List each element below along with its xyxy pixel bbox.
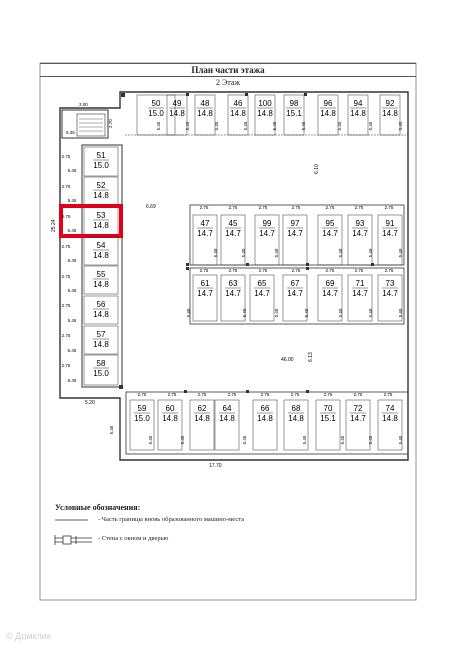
parking-spot-65[interactable]	[250, 275, 274, 321]
spot-number: 100	[258, 99, 272, 108]
parking-spot-62[interactable]	[190, 400, 214, 450]
dim-corridor-middle: 6.13	[308, 352, 314, 362]
dimension-label: 5.45	[67, 198, 77, 203]
dimension-label: 5.45	[243, 121, 248, 131]
parking-spot-92[interactable]	[380, 95, 400, 135]
dimension-label: 2.75	[199, 205, 209, 210]
parking-spot-64[interactable]	[215, 400, 239, 450]
spot-number: 51	[96, 151, 106, 160]
dimension-label: 2.75	[137, 392, 147, 397]
spot-area: 14.8	[194, 414, 210, 423]
dimension-label: 5.45	[398, 121, 403, 131]
spot-number: 58	[96, 359, 106, 368]
dimension-label: 5.45	[301, 121, 306, 131]
spot-number: 55	[96, 270, 106, 279]
dim-corridor-right: 6.10	[314, 164, 320, 174]
dimension-label: 2.75	[258, 268, 268, 273]
parking-spot-94[interactable]	[348, 95, 368, 135]
spot-area: 14.8	[382, 109, 398, 118]
dimension-label: 5.40	[338, 248, 343, 258]
spot-area: 14.8	[257, 109, 273, 118]
spot-number: 67	[290, 279, 300, 288]
dim-left-total: 25.24	[51, 219, 57, 232]
parking-spot-49[interactable]	[167, 95, 187, 135]
spot-area: 14.8	[320, 109, 336, 118]
dimension-label: 2.75	[323, 392, 333, 397]
dimension-label: 5.40	[398, 248, 403, 258]
parking-spot-70[interactable]	[316, 400, 340, 450]
dimension-label: 2.75	[167, 392, 177, 397]
spot-area: 14.7	[197, 289, 213, 298]
dim-aisle-left: 6.69	[146, 204, 156, 210]
spot-area: 14.8	[169, 109, 185, 118]
spot-area: 14.8	[93, 310, 109, 319]
dimension-label: 2.75	[61, 363, 71, 368]
dimension-label: 5.45	[398, 435, 403, 445]
dimension-label: 2.75	[228, 205, 238, 210]
dimension-label: 2.75	[384, 205, 394, 210]
spot-number: 96	[323, 99, 333, 108]
parking-spot-52[interactable]	[84, 177, 118, 205]
spot-area: 14.8	[382, 414, 398, 423]
plan-title: План части этажа	[40, 63, 416, 77]
dimension-label: 2.75	[227, 392, 237, 397]
parking-spot-48[interactable]	[195, 95, 215, 135]
dimension-label: 5.45	[67, 318, 77, 323]
spot-number: 92	[385, 99, 395, 108]
dimension-label: 5.40	[398, 308, 403, 318]
dimension-label: 5.45	[109, 425, 114, 435]
dimension-label: 5.45	[368, 435, 373, 445]
spot-area: 14.8	[219, 414, 235, 423]
dimension-label: 2.75	[258, 205, 268, 210]
stair-steps	[79, 119, 103, 131]
dimension-label: 2.75	[291, 268, 301, 273]
dimension-label: 2.75	[197, 392, 207, 397]
dim-hall-length: 46.00	[281, 357, 294, 363]
spot-number: 68	[291, 404, 301, 413]
spot-number: 73	[385, 279, 395, 288]
dimension-label: 2.75	[260, 392, 270, 397]
dimension-label: 2.75	[325, 205, 335, 210]
spot-area: 14.7	[382, 289, 398, 298]
dimension-label: 5.45	[67, 288, 77, 293]
dimension-label: 5.45	[67, 348, 77, 353]
dimension-label: 2.75	[291, 205, 301, 210]
stair-inner	[77, 114, 105, 136]
dimension-label: 5.45	[185, 121, 190, 131]
dimension-label: 5.45	[340, 435, 345, 445]
spot-number: 52	[96, 181, 106, 190]
parking-spot-60[interactable]	[158, 400, 182, 450]
legend-line-label: - Часть границы вновь образованного машино-места	[98, 516, 245, 523]
spot-number: 72	[353, 404, 363, 413]
dimension-label: 2.75	[61, 244, 71, 249]
spot-area: 14.7	[254, 289, 270, 298]
spot-area: 14.7	[259, 229, 275, 238]
dimension-label: 5.45	[67, 168, 77, 173]
spot-area: 14.8	[288, 414, 304, 423]
dimension-label: 2.75	[353, 392, 363, 397]
dimension-label: 5.45	[67, 228, 77, 233]
dimension-label: 2.75	[61, 333, 71, 338]
dimension-label: 5.45	[302, 435, 307, 445]
dimension-label: 5.45	[242, 435, 247, 445]
dim-stair-side: 2.70	[108, 119, 113, 128]
dimension-label: 2.75	[61, 154, 71, 159]
spot-area: 14.8	[93, 251, 109, 260]
dimension-label: 2.75	[61, 184, 71, 189]
spot-area: 14.7	[352, 229, 368, 238]
spot-area: 14.7	[382, 229, 398, 238]
dimension-label: 2.75	[325, 268, 335, 273]
legend-wall-sample	[55, 535, 92, 545]
spot-area: 14.7	[352, 289, 368, 298]
dimension-label: 5.45	[67, 378, 77, 383]
spot-area: 14.7	[225, 229, 241, 238]
dimension-label: 5.45	[156, 121, 161, 131]
parking-spot-51[interactable]	[84, 147, 118, 176]
bottom-block	[126, 392, 408, 454]
spot-number: 62	[197, 404, 207, 413]
floor-label: 2 Этаж	[216, 78, 240, 87]
legend-wall-label: - Стена с окном и дверью	[98, 535, 169, 542]
dimension-label: 2.75	[61, 303, 71, 308]
spot-number: 53	[96, 211, 106, 220]
spot-area: 14.8	[93, 221, 109, 230]
spot-area: 15.0	[134, 414, 150, 423]
dimension-label: 5.45	[148, 435, 153, 445]
spot-area: 14.7	[287, 289, 303, 298]
parking-spot-96[interactable]	[318, 95, 338, 135]
dimension-label: 5.45	[368, 121, 373, 131]
spot-number: 93	[355, 219, 365, 228]
watermark-logo: © Домклик	[6, 631, 51, 641]
dimension-label: 2.75	[384, 268, 394, 273]
dimension-label: 2.75	[199, 268, 209, 273]
dim-bottom-total: 17.70	[209, 463, 222, 469]
spot-number: 50	[151, 99, 161, 108]
spot-number: 70	[323, 404, 333, 413]
parking-spot-72[interactable]	[346, 400, 370, 450]
spot-number: 69	[325, 279, 335, 288]
dimension-label: 5.40	[242, 308, 247, 318]
dim-stair-front: 5.35	[66, 130, 75, 135]
spot-number: 60	[165, 404, 175, 413]
spot-area: 15.1	[320, 414, 336, 423]
spot-area: 15.0	[148, 109, 164, 118]
spot-number: 98	[289, 99, 299, 108]
spot-number: 99	[262, 219, 272, 228]
spot-area: 14.7	[322, 229, 338, 238]
dimension-label: 5.40	[213, 248, 218, 258]
spot-number: 45	[228, 219, 238, 228]
dimension-label: 2.75	[290, 392, 300, 397]
spot-number: 54	[96, 241, 106, 250]
spot-area: 14.7	[197, 229, 213, 238]
dimension-label: 5.40	[274, 308, 279, 318]
dimension-label: 5.40	[304, 308, 309, 318]
dim-bottom-left: 5.20	[85, 400, 95, 406]
spot-area: 14.8	[93, 191, 109, 200]
spot-number: 94	[353, 99, 363, 108]
dimension-label: 5.40	[368, 308, 373, 318]
dimension-label: 5.45	[67, 258, 77, 263]
parking-spot-66[interactable]	[253, 400, 277, 450]
dimension-label: 2.75	[354, 205, 364, 210]
parking-spot-57[interactable]	[84, 326, 118, 354]
spot-area: 14.8	[230, 109, 246, 118]
spot-area: 14.8	[197, 109, 213, 118]
spot-number: 48	[200, 99, 210, 108]
dimension-label: 5.45	[272, 121, 277, 131]
spot-number: 97	[290, 219, 300, 228]
parking-spot-61[interactable]	[193, 275, 217, 321]
dimension-label: 2.75	[61, 214, 71, 219]
dimension-label: 5.45	[337, 121, 342, 131]
spot-number: 74	[385, 404, 395, 413]
spot-area: 14.7	[350, 414, 366, 423]
spot-number: 65	[257, 279, 267, 288]
parking-spot-58[interactable]	[84, 355, 118, 385]
dimension-label: 5.40	[241, 248, 246, 258]
spot-number: 64	[222, 404, 232, 413]
spot-area: 14.8	[162, 414, 178, 423]
pillars	[119, 93, 374, 393]
spot-area: 14.7	[225, 289, 241, 298]
parking-spot-54[interactable]	[84, 237, 118, 265]
parking-spot-97[interactable]	[283, 215, 307, 265]
dimension-label: 5.40	[338, 308, 343, 318]
spot-number: 57	[96, 330, 106, 339]
spot-area: 14.7	[322, 289, 338, 298]
spot-number: 49	[172, 99, 182, 108]
spot-area: 15.0	[93, 369, 109, 378]
spot-number: 61	[200, 279, 210, 288]
spot-area: 15.1	[286, 109, 302, 118]
dimension-label: 5.45	[214, 121, 219, 131]
dimension-label: 2.75	[228, 268, 238, 273]
spot-number: 63	[228, 279, 238, 288]
spot-number: 59	[137, 404, 147, 413]
spot-area: 14.8	[93, 280, 109, 289]
dimension-label: 2.75	[383, 392, 393, 397]
spot-area: 14.8	[257, 414, 273, 423]
dim-stair-top: 3.00	[79, 102, 88, 107]
spot-area: 14.7	[287, 229, 303, 238]
legend-heading: Условные обозначения:	[55, 503, 141, 512]
spot-number: 56	[96, 300, 106, 309]
spot-area: 14.8	[350, 109, 366, 118]
spot-number: 47	[200, 219, 210, 228]
parking-spot-53[interactable]	[84, 207, 118, 235]
dimension-label: 5.40	[186, 308, 191, 318]
spot-number: 91	[385, 219, 395, 228]
dimension-label: 2.75	[354, 268, 364, 273]
spot-number: 95	[325, 219, 335, 228]
dimension-label: 2.75	[61, 274, 71, 279]
spot-number: 46	[233, 99, 243, 108]
spot-area: 15.0	[93, 161, 109, 170]
dimension-label: 5.40	[274, 248, 279, 258]
spot-number: 71	[355, 279, 365, 288]
spot-area: 14.8	[93, 340, 109, 349]
dimension-label: 5.45	[180, 435, 185, 445]
parking-spot-56[interactable]	[84, 296, 118, 324]
spot-number: 66	[260, 404, 270, 413]
parking-spot-55[interactable]	[84, 266, 118, 294]
dimension-label: 5.40	[368, 248, 373, 258]
